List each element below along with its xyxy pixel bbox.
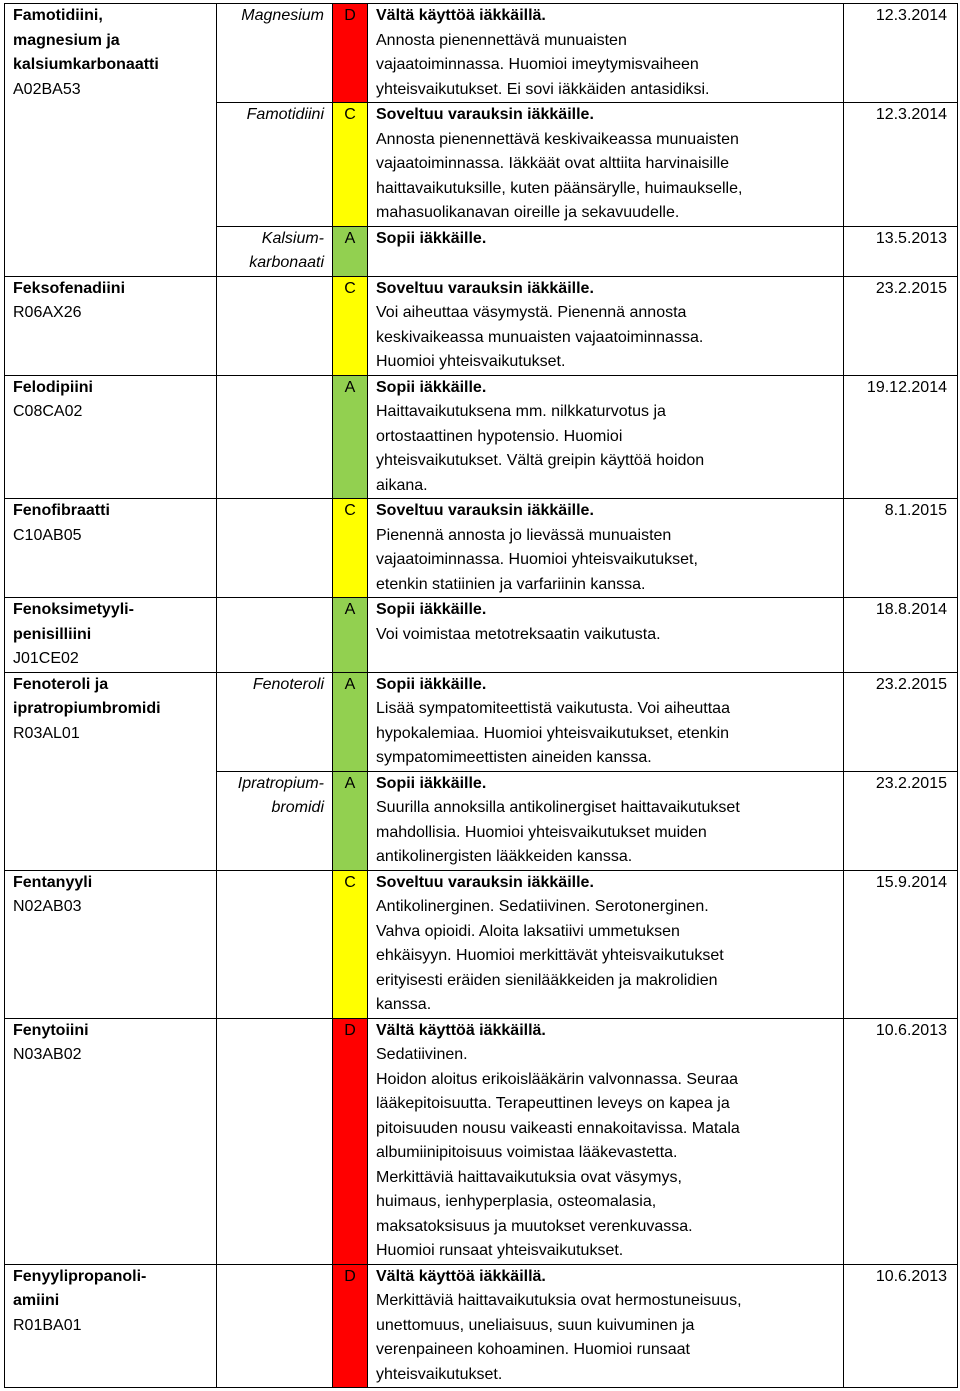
description-line: Haittavaikutuksena mm. nilkkaturvotus ja (376, 403, 666, 420)
component-name: Kalsium- (261, 229, 324, 247)
atc-code: J01CE02 (13, 650, 79, 667)
updated-date: 23.2.2015 (844, 771, 958, 870)
description-line: etenkin statiinien ja varfariinin kanssa. (376, 575, 646, 593)
description-line: Annosta pienennettävä munuaisten (376, 31, 627, 49)
description-line: ortostaattinen hypotensio. Huomioi (376, 427, 623, 445)
drug-table (4, 3, 958, 1388)
recommendation-heading: Sopii iäkkäille. (376, 378, 487, 396)
class-badge: D (333, 1264, 368, 1388)
description-line: unettomuus, uneliaisuus, suun kuivuminen ja (376, 1316, 695, 1334)
recommendation-heading: Sopii iäkkäille. (376, 774, 487, 792)
drug-name-cell (5, 499, 217, 598)
component-cell (217, 771, 333, 870)
description-line: verenpaineen kohoaminen. Huomioi runsaat (376, 1341, 690, 1358)
description-line: Pienennä annosta jo lievässä munuaisten (376, 526, 672, 544)
component-name: Fenoteroli (252, 675, 324, 693)
recommendation-heading: Sopii iäkkäille. (376, 675, 487, 693)
description-cell (368, 870, 844, 1018)
updated-date: 10.6.2013 (844, 1018, 958, 1264)
table-row (5, 499, 958, 598)
description-line: kanssa. (376, 996, 432, 1013)
description-line: Annosta pienennettävä keskivaikeassa munuaisten (376, 130, 739, 148)
description-line: vajaatoiminnassa. Iäkkäät ovat alttiita harvinaisille (376, 155, 730, 172)
component-name: bromidi (271, 799, 324, 816)
description-line: mahdollisia. Huomioi yhteisvaikutukset muiden (376, 823, 707, 841)
component-cell (217, 276, 333, 375)
component-cell (217, 598, 333, 673)
drug-name-cell (5, 4, 217, 277)
table-row (5, 672, 958, 771)
description-line: aikana. (376, 476, 428, 494)
drug-name: amiini (13, 1292, 60, 1309)
component-name: karbonaati (249, 254, 324, 271)
description-cell (368, 276, 844, 375)
updated-date: 10.6.2013 (844, 1264, 958, 1388)
drug-name: kalsiumkarbonaatti (13, 56, 159, 73)
table-row (5, 375, 958, 499)
atc-code: N03AB02 (13, 1046, 82, 1063)
component-cell (217, 870, 333, 1018)
description-line: vajaatoiminnassa. Huomioi yhteisvaikutukset, (376, 551, 698, 568)
description-line: vajaatoiminnassa. Huomioi imeytymisvaiheen (376, 56, 699, 73)
drug-name-cell (5, 598, 217, 673)
description-cell (368, 1264, 844, 1388)
description-line: Huomioi runsaat yhteisvaikutukset. (376, 1242, 624, 1259)
drug-name-cell (5, 1018, 217, 1264)
description-line: albumiinipitoisuus voimistaa lääkevastetta. (376, 1144, 678, 1161)
component-cell (217, 499, 333, 598)
component-cell (217, 226, 333, 276)
recommendation-heading: Soveltuu varauksin iäkkäille. (376, 502, 594, 519)
atc-code: R06AX26 (13, 304, 82, 321)
class-badge: C (333, 499, 368, 598)
component-cell (217, 1264, 333, 1388)
recommendation-heading: Soveltuu varauksin iäkkäille. (376, 279, 594, 297)
table-row (5, 1264, 958, 1388)
drug-name-cell (5, 1264, 217, 1388)
description-cell (368, 598, 844, 673)
class-badge: C (333, 870, 368, 1018)
updated-date: 15.9.2014 (844, 870, 958, 1018)
class-badge: D (333, 1018, 368, 1264)
table-row (5, 276, 958, 375)
updated-date: 23.2.2015 (844, 672, 958, 771)
drug-name: penisilliini (13, 625, 92, 643)
drug-name-cell (5, 276, 217, 375)
description-line: antikolinergisten lääkkeiden kanssa. (376, 848, 633, 865)
description-line: Merkittäviä haittavaikutuksia ovat väsymys, (376, 1168, 682, 1186)
description-line: Antikolinerginen. Sedatiivinen. Serotonerginen. (376, 898, 709, 915)
atc-code: N02AB03 (13, 898, 82, 915)
updated-date: 8.1.2015 (844, 499, 958, 598)
drug-name: Feksofenadiini (13, 279, 126, 297)
drug-name: Fenoksimetyyli- (13, 601, 134, 618)
drug-name-cell (5, 375, 217, 499)
table-row (5, 870, 958, 1018)
description-line: Lisää sympatomiteettistä vaikutusta. Voi aiheuttaa (376, 700, 730, 717)
description-line: Sedatiivinen. (376, 1046, 468, 1063)
recommendation-heading: Vältä käyttöä iäkkäillä. (376, 1267, 546, 1285)
description-line: Vahva opioidi. Aloita laksatiivi ummetuksen (376, 922, 680, 940)
recommendation-heading: Vältä käyttöä iäkkäillä. (376, 1021, 546, 1039)
drug-name: ipratropiumbromidi (13, 700, 161, 717)
description-line: keskivaikeassa munuaisten vajaatoiminnassa. (376, 328, 704, 346)
drug-name-cell (5, 870, 217, 1018)
description-line: erityisesti eräiden sienilääkkeiden ja makrolidien (376, 971, 718, 989)
component-cell (217, 103, 333, 227)
description-cell (368, 103, 844, 227)
component-cell (217, 1018, 333, 1264)
updated-date: 13.5.2013 (844, 226, 958, 276)
description-line: Voi aiheuttaa väsymystä. Pienennä annosta (376, 304, 687, 321)
description-line: huimaus, ienhyperplasia, osteomalasia, (376, 1193, 657, 1210)
updated-date: 12.3.2014 (844, 103, 958, 227)
description-line: Merkittäviä haittavaikutuksia ovat hermostuneisuus, (376, 1292, 742, 1309)
class-badge: C (333, 276, 368, 375)
drug-name: Fenoteroli ja (13, 675, 109, 693)
description-line: Hoidon aloitus erikoislääkärin valvonnassa. Seuraa (376, 1070, 738, 1088)
description-line: sympatomimeettisten aineiden kanssa. (376, 749, 652, 766)
description-line: haittavaikutuksille, kuten päänsärylle, huimaukselle, (376, 179, 743, 197)
drug-name: Fenofibraatti (13, 502, 110, 519)
class-badge: C (333, 103, 368, 227)
class-badge: D (333, 4, 368, 103)
drug-name-cell (5, 672, 217, 870)
drug-name: Fenyylipropanoli- (13, 1267, 147, 1285)
description-line: Huomioi yhteisvaikutukset. (376, 353, 566, 370)
updated-date: 19.12.2014 (844, 375, 958, 499)
description-line: mahasuolikanavan oireille ja sekavuudelle. (376, 204, 680, 221)
recommendation-heading: Sopii iäkkäille. (376, 229, 487, 247)
class-badge: A (333, 375, 368, 499)
class-badge: A (333, 226, 368, 276)
component-cell (217, 4, 333, 103)
component-cell (217, 672, 333, 771)
class-badge: A (333, 598, 368, 673)
description-cell (368, 672, 844, 771)
recommendation-heading: Soveltuu varauksin iäkkäille. (376, 873, 594, 891)
description-line: ehkäisyyn. Huomioi merkittävät yhteisvaikutukset (376, 947, 724, 964)
component-name: Magnesium (241, 7, 324, 24)
table-row (5, 4, 958, 103)
description-cell (368, 1018, 844, 1264)
atc-code: A02BA53 (13, 80, 81, 98)
description-cell (368, 226, 844, 276)
component-cell (217, 375, 333, 499)
atc-code: R01BA01 (13, 1316, 82, 1334)
drug-name: Felodipiini (13, 378, 93, 396)
description-cell (368, 771, 844, 870)
drug-name: Fenytoiini (13, 1021, 89, 1039)
description-line: maksatoksisuus ja muutokset verenkuvassa. (376, 1217, 693, 1235)
description-line: Voi voimistaa metotreksaatin vaikutusta. (376, 625, 661, 643)
updated-date: 12.3.2014 (844, 4, 958, 103)
description-line: pitoisuuden nousu vaikeasti ennakoitavissa. Matala (376, 1119, 740, 1137)
recommendation-heading: Soveltuu varauksin iäkkäille. (376, 106, 594, 123)
description-line: yhteisvaikutukset. Ei sovi iäkkäiden antasidiksi. (376, 80, 710, 98)
description-line: yhteisvaikutukset. Vältä greipin käyttöä hoidon (376, 452, 705, 469)
description-line: lääkepitoisuutta. Terapeuttinen leveys on kapea ja (376, 1095, 730, 1112)
description-cell (368, 499, 844, 598)
description-cell (368, 375, 844, 499)
table-row (5, 598, 958, 673)
component-name: Famotidiini (246, 106, 324, 123)
description-line: hypokalemiaa. Huomioi yhteisvaikutukset, etenkin (376, 724, 730, 742)
recommendation-heading: Vältä käyttöä iäkkäillä. (376, 7, 546, 24)
drug-name: magnesium ja (13, 31, 120, 49)
atc-code: R03AL01 (13, 724, 80, 742)
atc-code: C10AB05 (13, 526, 82, 544)
table-row (5, 1018, 958, 1264)
recommendation-heading: Sopii iäkkäille. (376, 601, 487, 618)
description-line: yhteisvaikutukset. (376, 1365, 503, 1383)
class-badge: A (333, 672, 368, 771)
drug-name: Famotidiini, (13, 7, 103, 24)
description-cell (368, 4, 844, 103)
updated-date: 23.2.2015 (844, 276, 958, 375)
class-badge: A (333, 771, 368, 870)
drug-name: Fentanyyli (13, 873, 93, 891)
component-name: Ipratropium- (237, 774, 324, 792)
atc-code: C08CA02 (13, 403, 83, 420)
updated-date: 18.8.2014 (844, 598, 958, 673)
description-line: Suurilla annoksilla antikolinergiset haittavaikutukset (376, 799, 740, 816)
